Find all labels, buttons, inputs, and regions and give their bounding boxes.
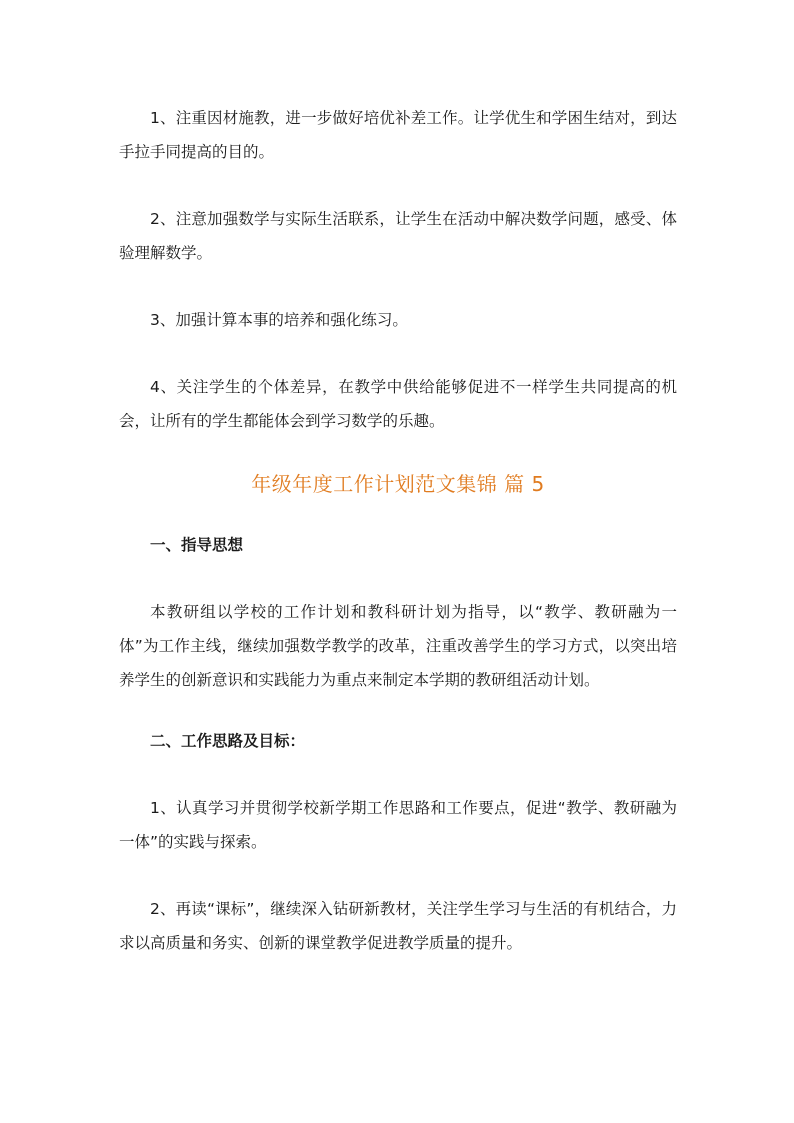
paragraph-2: 2、注意加强数学与实际生活联系，让学生在活动中解决数学问题，感受、体验理解数学。	[119, 210, 677, 262]
work-plan-item-1: 1、认真学习并贯彻学校新学期工作思路和工作要点，促进“教学、教研融为一体”的实践与探索。	[119, 799, 677, 851]
document-body	[119, 101, 677, 960]
section-body-guiding-thought: 本教研组以学校的工作计划和教科研计划为指导，以“教学、教研融为一体”为工作主线，继续加强数学教学的改革，注重改善学生的学习方式，以突出培养学生的创新意识和实践能力为重点来制定本学期的教研组活动计划。	[119, 603, 677, 689]
work-plan-item-2: 2、再读“课标”，继续深入钻研新教材，关注学生学习与生活的有机结合，力求以高质量和务实、创新的课堂教学促进教学质量的提升。	[119, 900, 677, 952]
section-title-work-plan: 二、工作思路及目标：	[150, 732, 306, 750]
paragraph-4: 4、关注学生的个体差异，在教学中供给能够促进不一样学生共同提高的机会，让所有的学生都能体会到学习数学的乐趣。	[119, 378, 677, 430]
article-heading: 年级年度工作计划范文集锦 篇 5	[251, 472, 545, 496]
section-title-guiding-thought: 一、指导思想	[150, 536, 244, 554]
paragraph-1: 1、注重因材施教，进一步做好培优补差工作。让学优生和学困生结对，到达手拉手同提高的目的。	[119, 109, 677, 161]
paragraph-3: 3、加强计算本事的培养和强化练习。	[150, 311, 408, 329]
